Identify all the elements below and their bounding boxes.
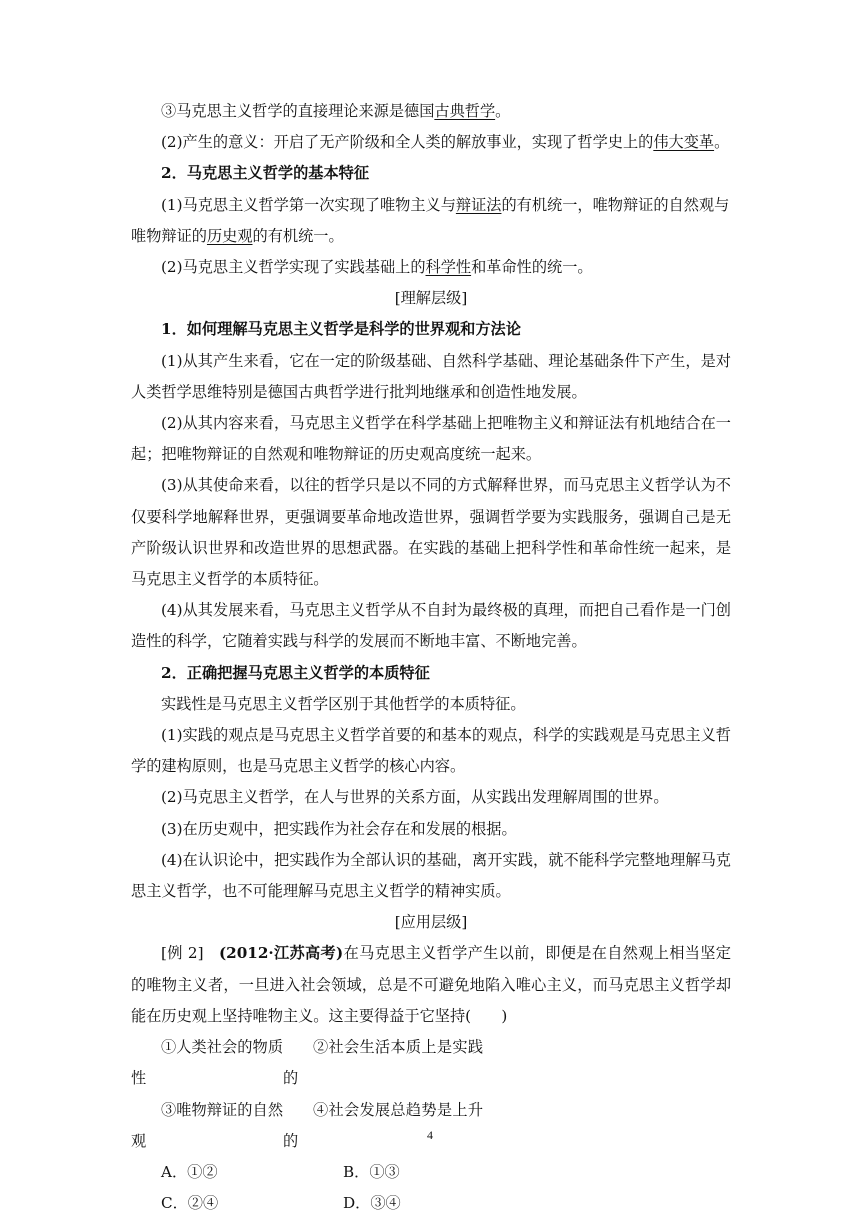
answer-choice-row — [131, 1188, 731, 1219]
example-source: (2012·江苏高考) — [218, 944, 344, 963]
paragraph: (3)在历史观中，把实践作为社会存在和发展的根据。 — [161, 819, 517, 838]
paragraph: (4)在认识论中，把实践作为全部认识的基础，离开实践，就不能科学完整地理解马克思主义哲学，也不可能理解马克思主义哲学的精神实质。 — [131, 850, 731, 901]
key-term: 历史观 — [206, 226, 253, 245]
statement-option: ③唯物辩证的自然观 — [131, 1100, 283, 1150]
page-content — [131, 96, 731, 1219]
example-text: 在马克思主义哲学产生以前，即便是在自然观上相当坚定的唯物主义者，一旦进入社会领域，总是不可避免地陷入唯心主义，而马克思主义哲学却能在历史观上坚持唯物主义。这主要得益于它坚持( ) — [131, 944, 731, 1025]
section-heading: 2．正确把握马克思主义哲学的本质特征 — [161, 663, 430, 682]
statement-option: ①人类社会的物质性 — [131, 1038, 283, 1088]
section-heading: 1．如何理解马克思主义哲学是科学的世界观和方法论 — [161, 320, 521, 339]
paragraph: (1)实践的观点是马克思主义哲学首要的和基本的观点，科学的实践观是马克思主义哲学的建构原则，也是马克思主义哲学的核心内容。 — [131, 726, 731, 776]
paragraph: (1)从其产生来看，它在一定的阶级基础、自然科学基础、理论基础条件下产生，是对人类哲学思维特别是德国古典哲学进行批判地继承和创造性地发展。 — [131, 351, 731, 401]
paragraph: (2)从其内容来看，马克思主义哲学在科学基础上把唯物主义和辩证法有机地结合在一起；把唯物辩证的自然观和唯物辩证的历史观高度统一起来。 — [131, 414, 731, 464]
statement-option: ②社会生活本质上是实践的 — [283, 1038, 483, 1088]
paragraph: (4)从其发展来看，马克思主义哲学从不自封为最终极的真理，而把自己看作是一门创造性的科学，它随着实践与科学的发展而不断地丰富、不断地完善。 — [131, 601, 731, 651]
paragraph: (3)从其使命来看，以往的哲学只是以不同的方式解释世界，而马克思主义哲学认为不仅要科学地解释世界，更强调要革命地改造世界，强调哲学要为实践服务，强调自己是无产阶级认识世界和改造世界的思想武器。在实践的基础上把科学性和革命性统一起来，是马克思主义哲学的本质特征。 — [131, 476, 731, 589]
paragraph-feature-2: (2)马克思主义哲学实现了实践基础上的科学性和革命性的统一。 — [161, 258, 593, 277]
key-term: 伟大变革 — [653, 133, 715, 152]
example-label: [例 2] — [161, 944, 204, 963]
statement-row — [131, 1095, 731, 1157]
section-heading: 2．马克思主义哲学的基本特征 — [161, 164, 370, 183]
statement-row — [131, 1032, 731, 1094]
paragraph: 实践性是马克思主义哲学区别于其他哲学的本质特征。 — [161, 694, 526, 713]
page-number: 4 — [427, 1128, 433, 1142]
paragraph-feature-1: (1)马克思主义哲学第一次实现了唯物主义与辩证法的有机统一，唯物辩证的自然观与 唯物辩证的历史观的有机统一。 — [131, 195, 730, 245]
key-term: 辩证法 — [455, 195, 502, 214]
paragraph-significance: (2)产生的意义：开启了无产阶级和全人类的解放事业，实现了哲学史上的伟大变革。 — [161, 133, 730, 152]
statement-option: ④社会发展总趋势是上升的 — [283, 1100, 483, 1150]
key-term: 古典哲学 — [434, 102, 496, 120]
example-question — [131, 938, 731, 1032]
answer-choice: B．①③ — [343, 1162, 400, 1181]
answer-choice-row — [131, 1157, 731, 1188]
paragraph-source: ③马克思主义哲学的直接理论来源是德国古典哲学。 — [161, 102, 511, 120]
answer-choice: D．③④ — [343, 1194, 401, 1213]
level-label-understanding: [理解层级] — [394, 289, 468, 308]
key-term: 科学性 — [425, 258, 472, 277]
paragraph: (2)马克思主义哲学，在人与世界的关系方面，从实践出发理解周围的世界。 — [161, 788, 669, 807]
answer-choice: C．②④ — [161, 1194, 219, 1213]
level-label-application: [应用层级] — [394, 913, 468, 932]
answer-choice: A．①② — [161, 1162, 218, 1181]
